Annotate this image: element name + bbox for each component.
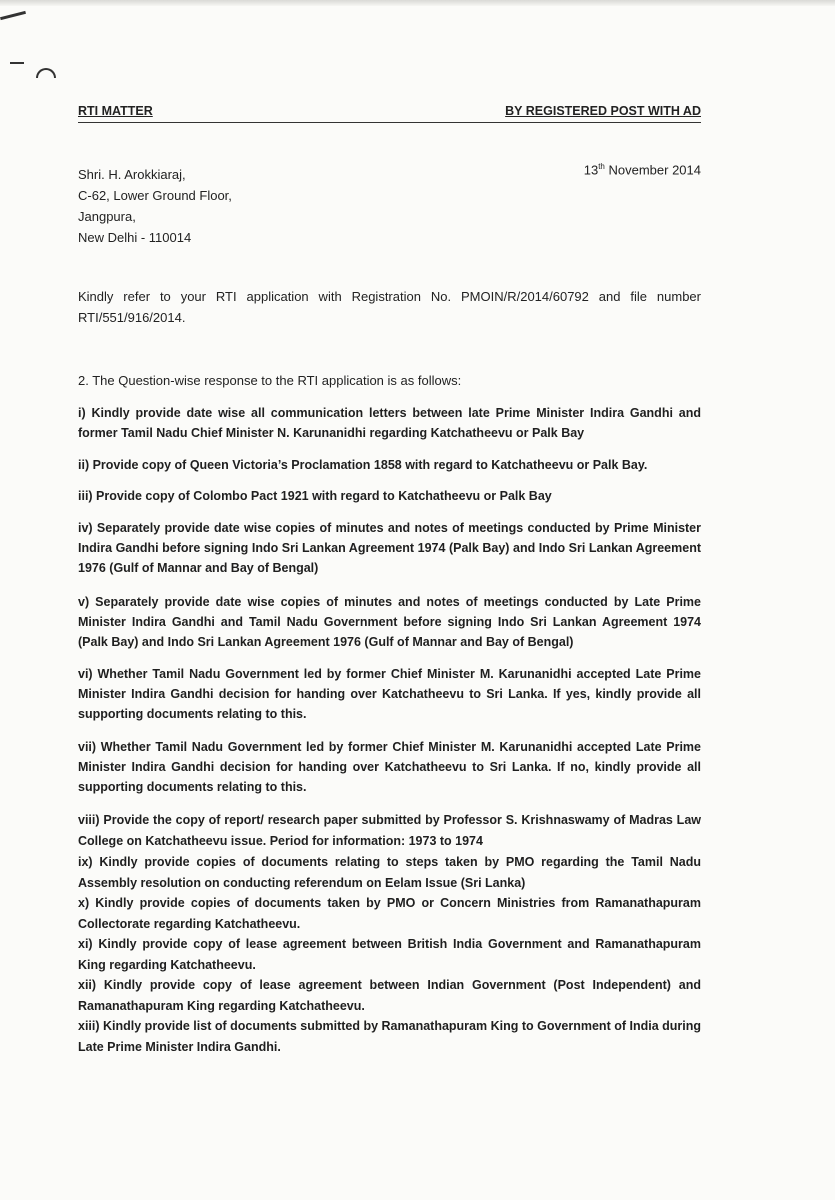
letter-date: [584, 162, 701, 177]
scan-edge: [0, 0, 835, 6]
question-item: xii) Kindly provide copy of lease agreement between Indian Government (Post Independent) and Ramanathapuram King regarding Katchatheevu.: [78, 978, 701, 1013]
pen-mark: [10, 62, 24, 64]
question-item: iv) Separately provide date wise copies of minutes and notes of meetings conducted by Prime Minister Indira Gandhi before signing Indo Sri Lankan Agreement 1974 (Palk Bay) and Indo Sri Lankan Agreement 1976 (Gulf of Mannar and Bay of Bengal): [78, 521, 701, 575]
question-item: iii) Provide copy of Colombo Pact 1921 with regard to Katchatheevu or Palk Bay: [78, 489, 552, 503]
recipient-address: [78, 164, 232, 248]
question-item: vii) Whether Tamil Nadu Government led by former Chief Minister M. Karunanidhi accepted Late Prime Minister Indira Gandhi decision for handing over Katchatheevu to Sri Lanka. If no, kindly provide all supporting documents relating to this.: [78, 740, 701, 794]
date-suffix: th: [598, 162, 605, 171]
question-item: viii) Provide the copy of report/ research paper submitted by Professor S. Krishnaswamy of Madras Law College on Katchatheevu issue. Period for information: 1973 to 1974: [78, 813, 701, 848]
letter-header: [78, 104, 701, 123]
pen-mark: [0, 11, 26, 20]
response-intro: 2. The Question-wise response to the RTI application is as follows:: [78, 373, 462, 388]
date-day: 13: [583, 162, 599, 178]
rti-matter-label: RTI MATTER: [78, 104, 153, 118]
address-line: New Delhi - 110014: [78, 230, 192, 245]
question-item: ii) Provide copy of Queen Victoria’s Proclamation 1858 with regard to Katchatheevu or Palk Bay.: [78, 458, 648, 472]
pen-mark: [36, 68, 56, 78]
question-item: ix) Kindly provide copies of documents relating to steps taken by PMO regarding the Tamil Nadu Assembly resolution on conducting referendum on Eelam Issue (Sri Lanka): [78, 855, 701, 890]
question-item: xi) Kindly provide copy of lease agreement between British India Government and Ramanathapuram King regarding Katchatheevu.: [78, 937, 701, 972]
address-line: C-62, Lower Ground Floor,: [78, 188, 232, 203]
date-rest: November 2014: [604, 162, 701, 178]
post-method-label: BY REGISTERED POST WITH AD: [505, 104, 701, 118]
question-item: x) Kindly provide copies of documents taken by PMO or Concern Ministries from Ramanathapuram Collectorate regarding Katchatheevu.: [78, 896, 701, 931]
intro-paragraph: Kindly refer to your RTI application with Registration No. PMOIN/R/2014/60792 and file number RTI/551/916/2014.: [78, 289, 701, 325]
question-item: i) Kindly provide date wise all communication letters between late Prime Minister Indira Gandhi and former Tamil Nadu Chief Minister N. Karunanidhi regarding Katchatheevu or Palk Bay: [78, 406, 701, 440]
question-item: v) Separately provide date wise copies of minutes and notes of meetings conducted by Late Prime Minister Indira Gandhi and Tamil Nadu Government before signing Indo Sri Lankan Agreement 1974 (Palk Bay) and Indo Sri Lankan Agreement 1976 (Gulf of Mannar and Bay of Bengal): [78, 595, 701, 649]
address-line: Jangpura,: [78, 209, 136, 224]
question-item: xiii) Kindly provide list of documents submitted by Ramanathapuram King to Government of India during Late Prime Minister Indira Gandhi.: [78, 1019, 701, 1054]
address-line: Shri. H. Arokkiaraj,: [78, 167, 186, 182]
question-item: vi) Whether Tamil Nadu Government led by former Chief Minister M. Karunanidhi accepted Late Prime Minister Indira Gandhi decision for handing over Katchatheevu to Sri Lanka. If yes, kindly provide all supporting documents relating to this.: [78, 667, 701, 721]
